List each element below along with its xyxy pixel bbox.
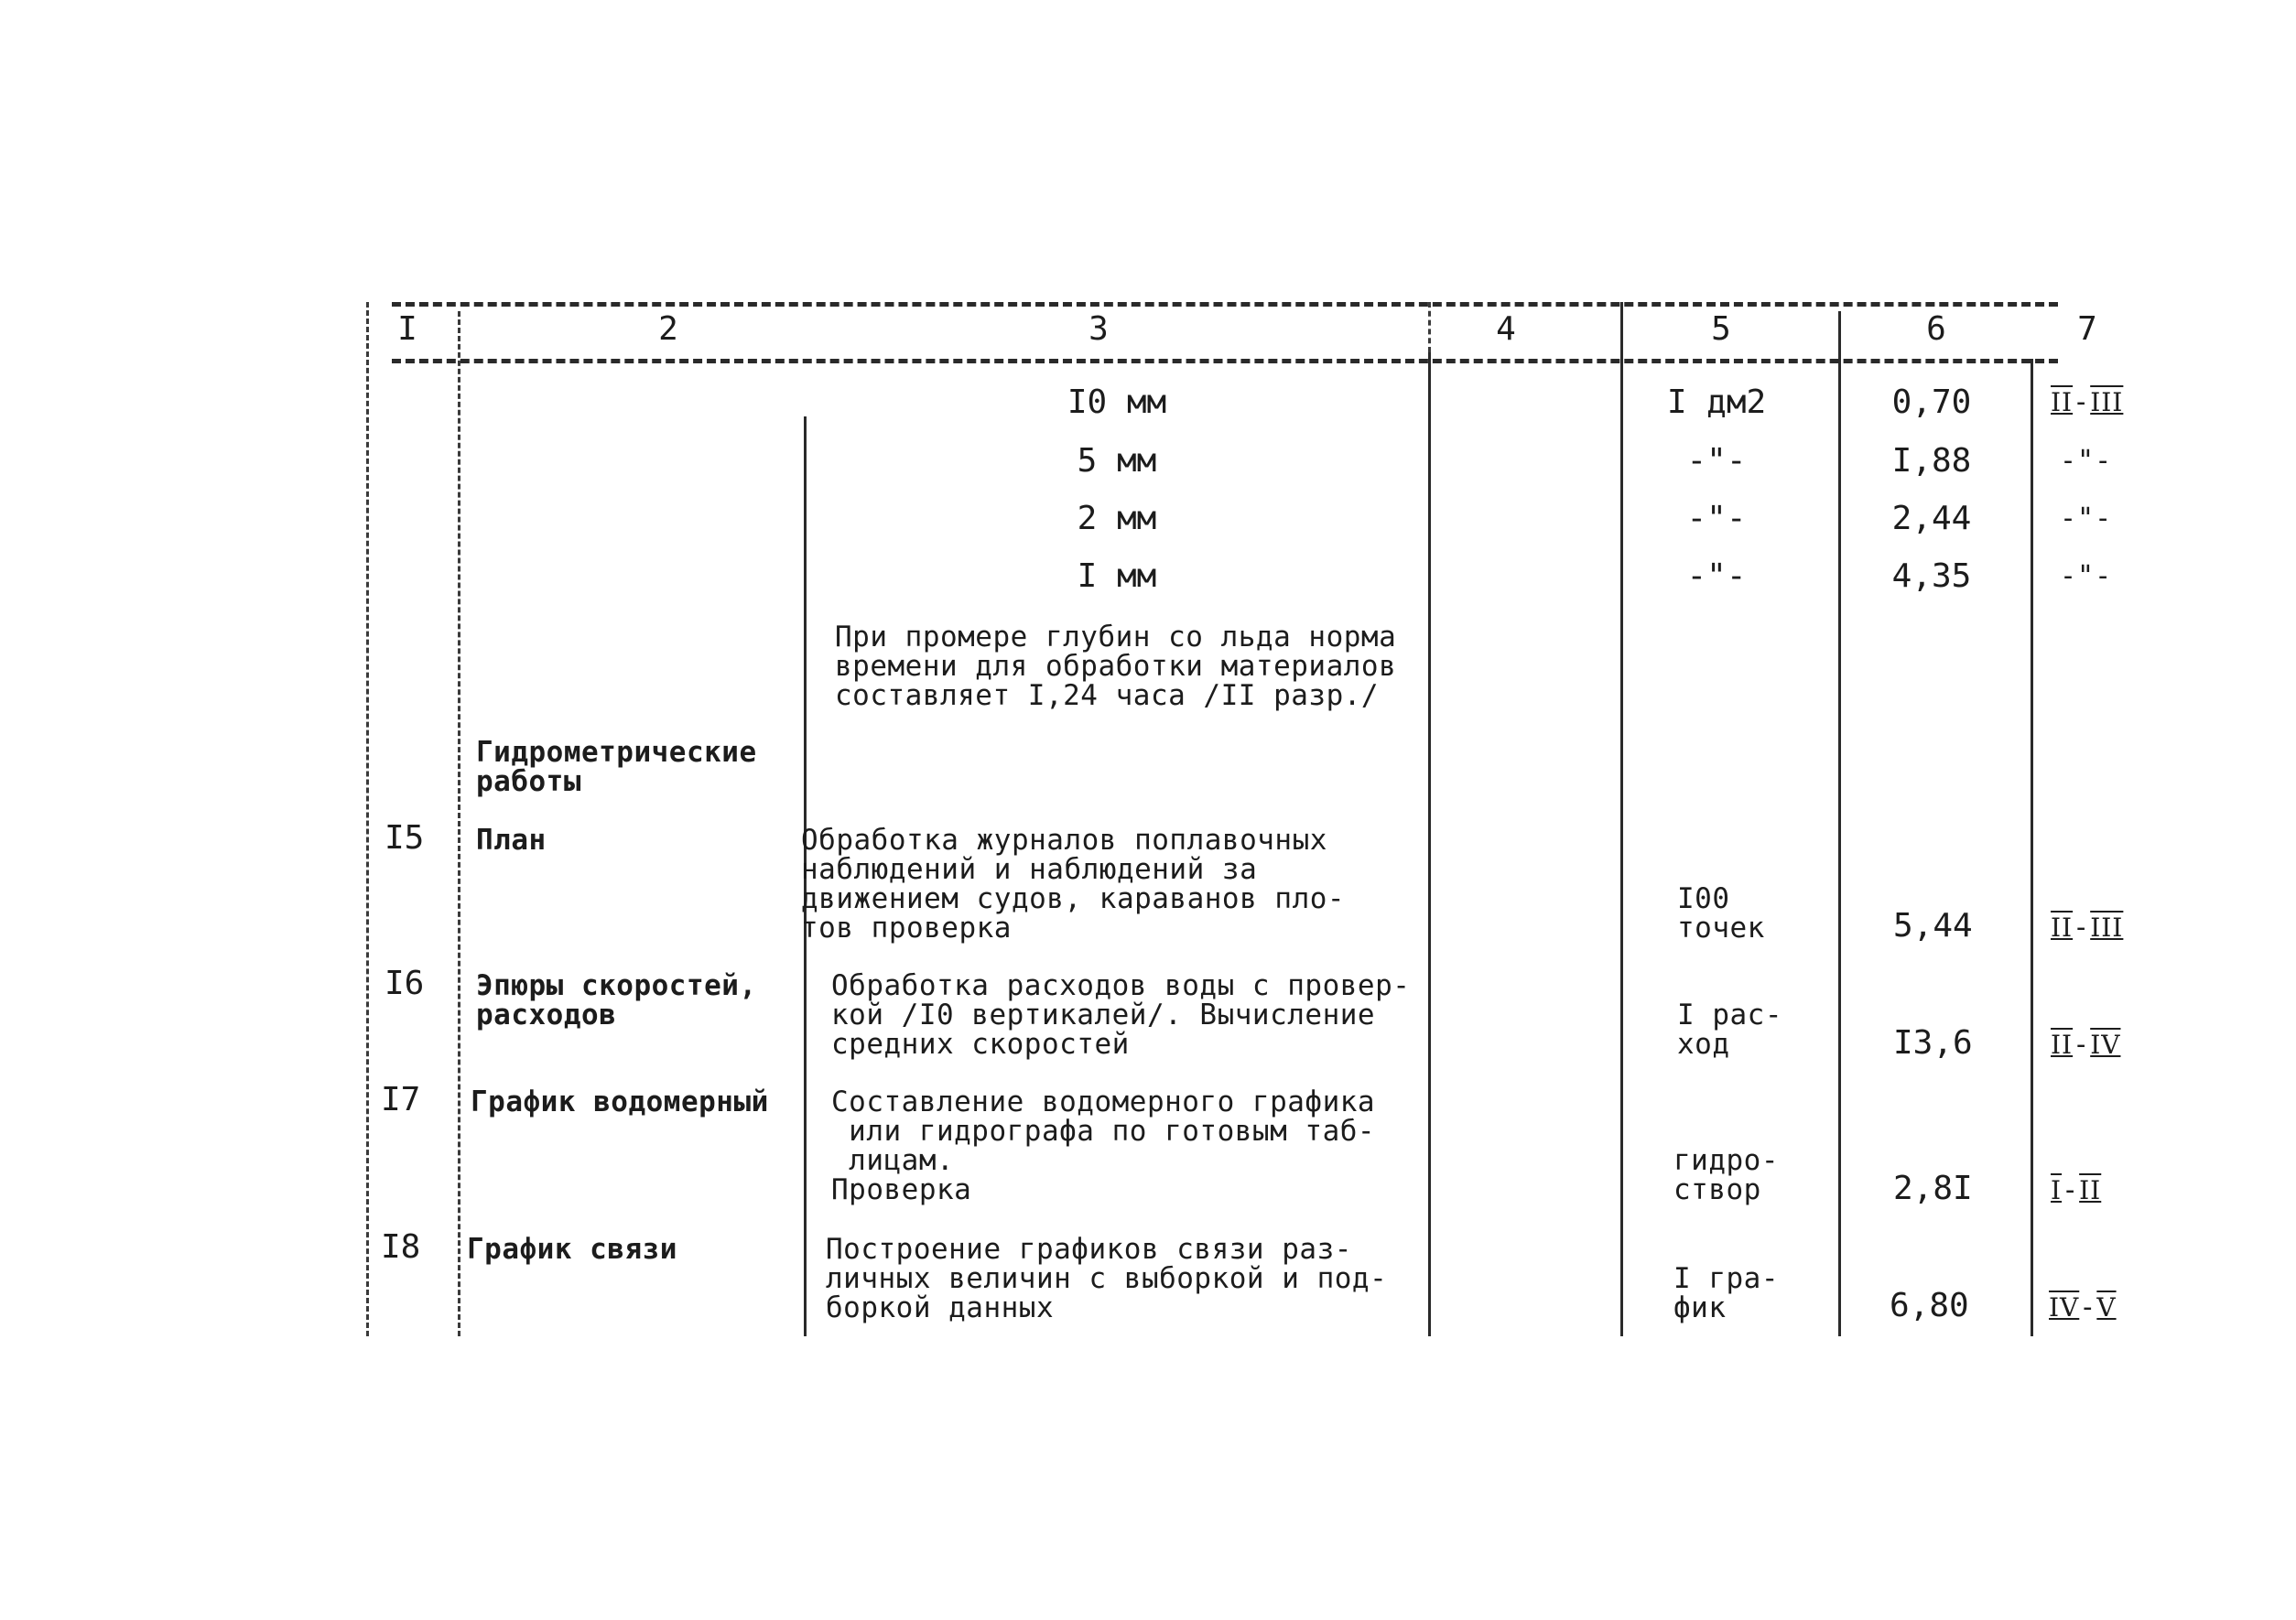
row-16-number: I6 [384,965,425,1002]
row-18-grade: IV-V [2049,1291,2117,1323]
row-17-norm: 2,8I [1893,1170,1973,1207]
row-15-number: I5 [384,819,425,857]
header-col-7: 7 [2077,310,2097,348]
column-rule-6 [2031,359,2033,1336]
cell-grade-1: II-III [2051,386,2124,418]
column-rule-1 [458,311,460,1336]
row-18-unit: I гра- фик [1673,1262,1779,1324]
cell-unit-4: -"- [1686,557,1747,595]
cell-grade-3: -"- [2060,502,2113,535]
cell-unit-1: I дм2 [1666,383,1767,421]
header-col-2: 2 [658,310,678,348]
header-col-5: 5 [1711,310,1731,348]
row-16-object: Эпюры скоростей, расходов [476,969,757,1031]
row-15-object: План [476,824,547,857]
row-17-grade: I-II [2051,1174,2102,1206]
cell-thickness-3: 2 мм [1077,500,1157,537]
column-rule-4 [1620,302,1623,1336]
cell-thickness-2: 5 мм [1077,442,1157,480]
header-bottom-rule [392,359,2058,363]
cell-unit-3: -"- [1686,500,1747,537]
column-rule-3 [1428,352,1431,1336]
row-15-work: Обработка журналов поплавочных наблюдений и наблюдений за движением судов, караванов пло- тов проверка [801,824,1346,945]
row-17-unit: гидро- створ [1673,1144,1779,1206]
ice-depth-note: При промере глубин со льда норма времени для обработки материалов составляет I,24 часа /II разр./ [835,621,1397,712]
cell-unit-2: -"- [1686,442,1747,480]
section-title: Гидрометрические работы [476,736,757,798]
header-col-1: I [397,310,417,348]
header-col-4: 4 [1496,310,1516,348]
row-18-number: I8 [381,1228,421,1266]
cell-grade-2: -"- [2060,445,2113,477]
header-col-6: 6 [1926,310,1946,348]
row-18-object: График связи [467,1233,677,1266]
cell-thickness-1: I0 мм [1067,383,1167,421]
row-15-grade: II-III [2051,912,2124,944]
column-rule-3-top [1428,302,1431,352]
row-16-unit: I рас- ход [1677,999,1782,1061]
cell-grade-4: -"- [2060,560,2113,592]
cell-norm-2: I,88 [1891,442,1972,480]
header-top-rule [392,302,2058,307]
row-15-norm: 5,44 [1893,907,1973,945]
row-17-number: I7 [381,1081,421,1118]
row-17-work: Составление водомерного графика или гидрографа по готовым таб- лицам. Проверка [831,1085,1376,1206]
column-rule-5 [1838,311,1841,1336]
cell-thickness-4: I мм [1077,557,1157,595]
row-18-work: Построение графиков связи раз- личных величин с выборкой и под- боркой данных [826,1233,1388,1324]
cell-norm-4: 4,35 [1891,557,1972,595]
row-16-work: Обработка расходов воды с провер- кой /I0 вертикалей/. Вычисление средних скоростей [831,969,1411,1061]
cell-norm-1: 0,70 [1891,383,1972,421]
cell-norm-3: 2,44 [1891,500,1972,537]
row-16-norm: I3,6 [1893,1024,1973,1062]
column-rule-left [366,302,369,1336]
row-18-norm: 6,80 [1890,1287,1969,1324]
header-col-3: 3 [1088,310,1109,348]
row-17-object: График водомерный [471,1085,769,1118]
row-15-unit: I00 точек [1677,882,1765,945]
row-16-grade: II-IV [2051,1029,2121,1061]
